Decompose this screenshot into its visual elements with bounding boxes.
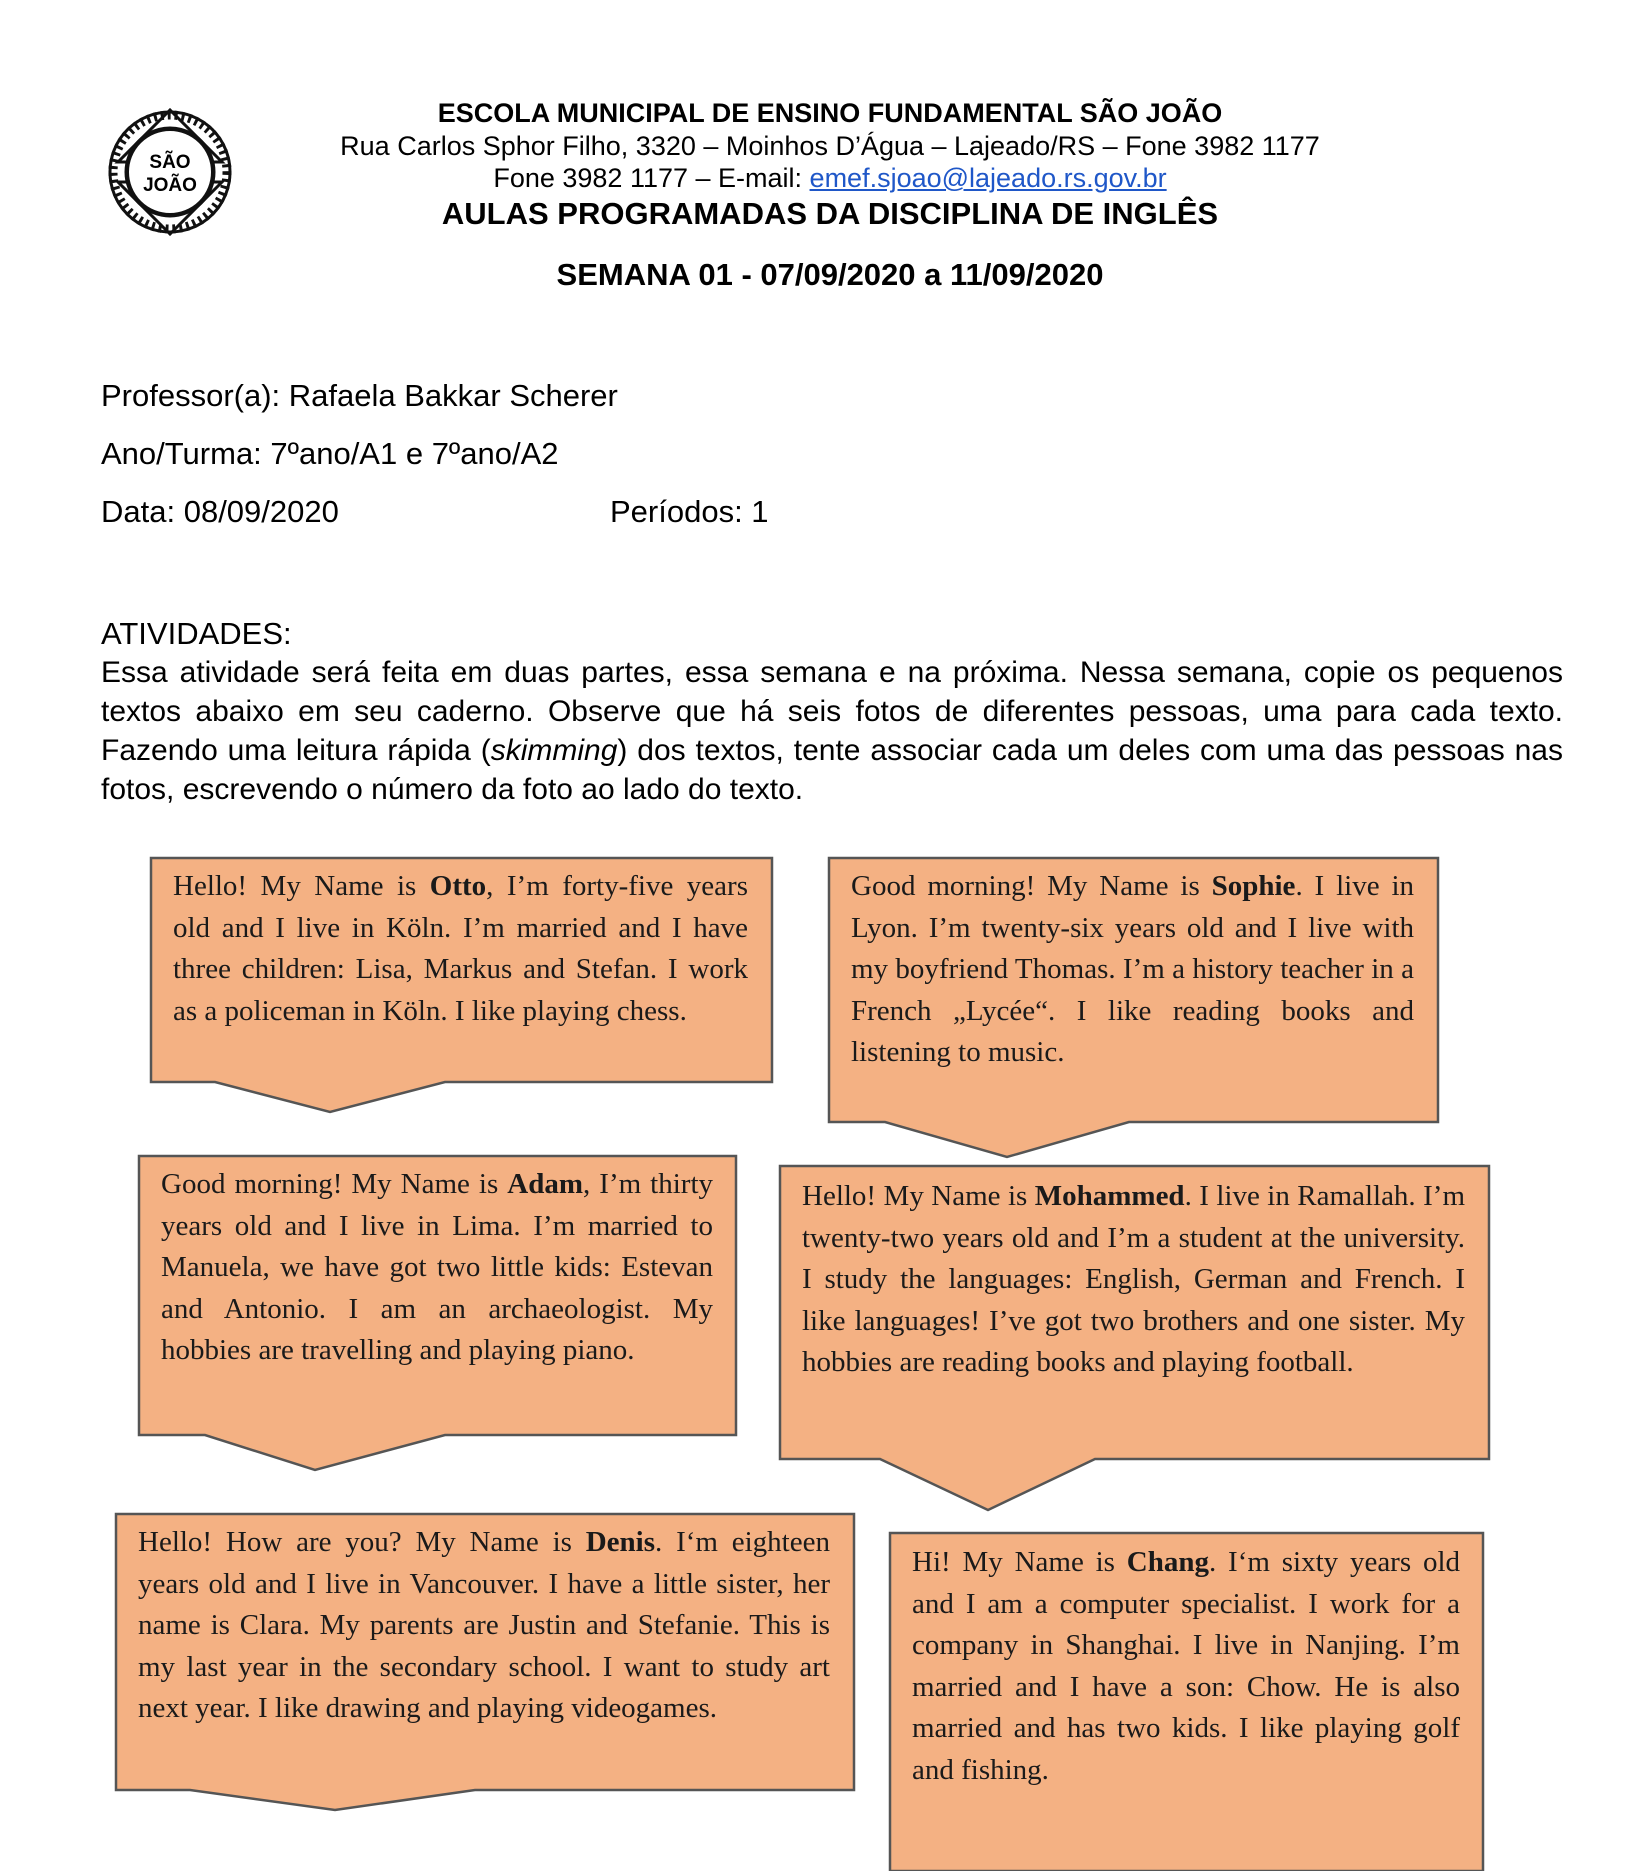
instructions-part1: Essa atividade será feita em duas partes, essa semana e na próxima. Nessa semana, copie os pequenos textos abaixo em seu caderno. Observe que há seis fotos de diferentes pessoas, uma para cada texto. Fazendo uma leitura rápida ( — [101, 656, 1563, 767]
date-line: Data: 08/09/2020 — [101, 494, 339, 529]
activities-title: ATIVIDADES: — [101, 616, 292, 651]
periods-line: Períodos: 1 — [610, 494, 769, 529]
sophie-greeting: Good morning! My Name is — [851, 870, 1212, 902]
turma-line: Ano/Turma: 7ºano/A1 e 7ºano/A2 — [101, 436, 559, 471]
chang-description: . I‘m sixty years old and I am a computer specialist. I work for a company in Shanghai. I live in Nanjing. I’m married and I have a son: Chow. He is also married and has two kids. I like playing golf and fishing. — [912, 1546, 1460, 1786]
adam-greeting: Good morning! My Name is — [161, 1168, 508, 1200]
denis-greeting: Hello! How are you? My Name is — [138, 1526, 586, 1558]
mohammed-greeting: Hello! My Name is — [802, 1180, 1035, 1212]
instructions-skimming: skimming — [490, 734, 618, 767]
sophie-name: Sophie — [1211, 870, 1296, 902]
denis-description: . I‘m eighteen years old and I live in Vancouver. I have a little sister, her name is Clara. My parents are Justin and Stefanie. This is my last year in the secondary school. I want to study art next year. I like drawing and playing videogames. — [138, 1526, 830, 1724]
email-link[interactable]: emef.sjoao@lajeado.rs.gov.br — [809, 163, 1167, 193]
adam-description: , I’m thirty years old and I live in Lima. I’m married to Manuela, we have got two little kids: Estevan and Antonio. I am an archaeologist. My hobbies are travelling and playing piano. — [161, 1168, 713, 1366]
logo-text-line1: SÃO — [149, 152, 191, 173]
professor-line: Professor(a): Rafaela Bakkar Scherer — [101, 378, 618, 413]
bubble-text-chang — [912, 1542, 1460, 1791]
otto-name: Otto — [429, 870, 487, 902]
otto-description: , I’m forty-five years old and I live in Köln. I’m married and I have three children: Lisa, Markus and Stefan. I work as a policeman in Köln. I like playing chess. — [173, 870, 748, 1027]
mohammed-name: Mohammed — [1034, 1180, 1185, 1212]
adam-name: Adam — [507, 1168, 584, 1200]
denis-name: Denis — [585, 1526, 656, 1558]
bubble-text-otto — [173, 866, 748, 1032]
logo-text-line2: JOÃO — [143, 175, 197, 196]
chang-greeting: Hi! My Name is — [912, 1546, 1127, 1578]
bubble-text-sophie — [851, 866, 1414, 1074]
chang-name: Chang — [1126, 1546, 1209, 1578]
contact-phone: Fone 3982 1177 – E-mail: — [493, 163, 810, 193]
instructions-part2: ) dos textos, tente associar cada um deles com uma das pessoas nas fotos, escrevendo o número da foto ao lado do texto. — [101, 734, 1563, 806]
otto-greeting: Hello! My Name is — [173, 870, 430, 902]
sophie-description: . I live in Lyon. I’m twenty-six years old and I live with my boyfriend Thomas. I’m a history teacher in a French „Lycée“. I like reading books and listening to music. — [851, 870, 1415, 1068]
school-name: ESCOLA MUNICIPAL DE ENSINO FUNDAMENTAL SÃO JOÃO — [437, 98, 1223, 128]
bubble-text-denis — [138, 1522, 830, 1730]
bubble-text-adam — [161, 1164, 713, 1372]
school-address: Rua Carlos Sphor Filho, 3320 – Moinhos D’Água – Lajeado/RS – Fone 3982 1177 — [340, 131, 1320, 161]
mohammed-description: . I live in Ramallah. I’m twenty-two years old and I’m a student at the university. I study the languages: English, German and French. I like languages! I’ve got two brothers and one sister. My hobbies are reading books and playing football. — [802, 1180, 1466, 1378]
subject-title: AULAS PROGRAMADAS DA DISCIPLINA DE INGLÊS — [441, 196, 1219, 231]
week-title: SEMANA 01 - 07/09/2020 a 11/09/2020 — [556, 257, 1104, 292]
bubble-text-mohammed — [802, 1176, 1465, 1384]
